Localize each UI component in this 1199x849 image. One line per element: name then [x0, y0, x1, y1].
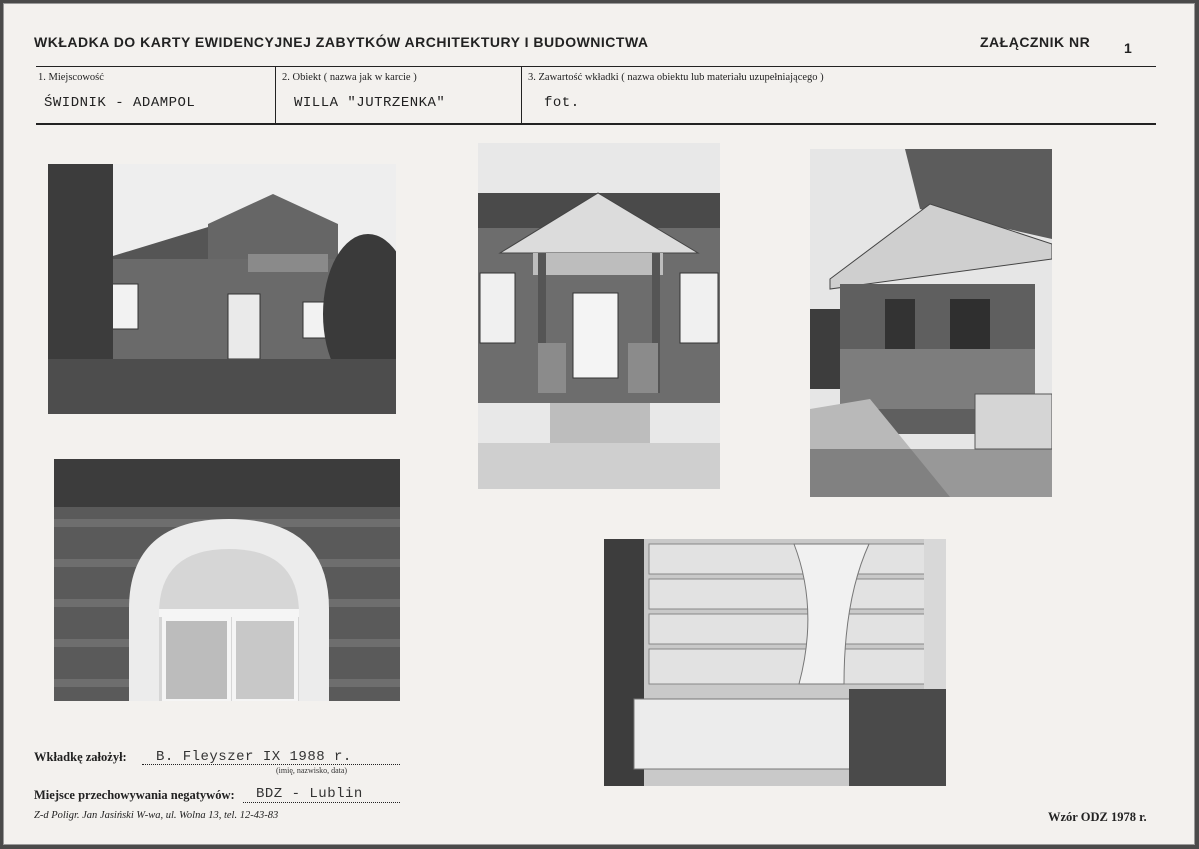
field-divider-2 [521, 67, 522, 123]
founder-label: Wkładkę założył: [34, 750, 127, 764]
founder-value: B. Fleyszer IX 1988 r. [156, 749, 352, 765]
attachment-number: 1 [1124, 40, 1132, 56]
header-rule-bottom [36, 123, 1156, 125]
header-rule-top [36, 66, 1156, 67]
template-version: Wzór ODZ 1978 r. [1048, 810, 1147, 824]
attachment-label: ZAŁĄCZNIK NR [980, 34, 1091, 50]
field-divider-1 [275, 67, 276, 123]
record-sheet [4, 4, 1194, 844]
storage-label: Miejsce przechowywania negatywów: [34, 788, 235, 802]
document-title: WKŁADKA DO KARTY EWIDENCYJNEJ ZABYTKÓW ARCHITEKTURY I BUDOWNICTWA [34, 34, 649, 50]
printer-imprint: Z-d Poligr. Jan Jasiński W-wa, ul. Wolna 13, tel. 12-43-83 [34, 810, 279, 821]
photo-veranda-side [810, 149, 1052, 497]
object-label: 2. Obiekt ( nazwa jak w karcie ) [282, 72, 417, 83]
locality-label: 1. Miejscowość [38, 72, 104, 83]
photo-arched-window [54, 459, 400, 701]
contents-value: fot. [544, 95, 580, 111]
locality-value: ŚWIDNIK - ADAMPOL [44, 95, 196, 111]
object-value: WILLA "JUTRZENKA" [294, 95, 446, 111]
storage-dotted-line [243, 802, 400, 803]
storage-value: BDZ - Lublin [256, 786, 363, 802]
photo-house-general-view [48, 164, 396, 414]
contents-label: 3. Zawartość wkładki ( nazwa obiektu lub materiału uzupełniającego ) [528, 72, 824, 83]
founder-hint: (imię, nazwisko, data) [276, 766, 348, 775]
photo-log-corner [604, 539, 946, 786]
photo-front-porch [478, 143, 720, 489]
